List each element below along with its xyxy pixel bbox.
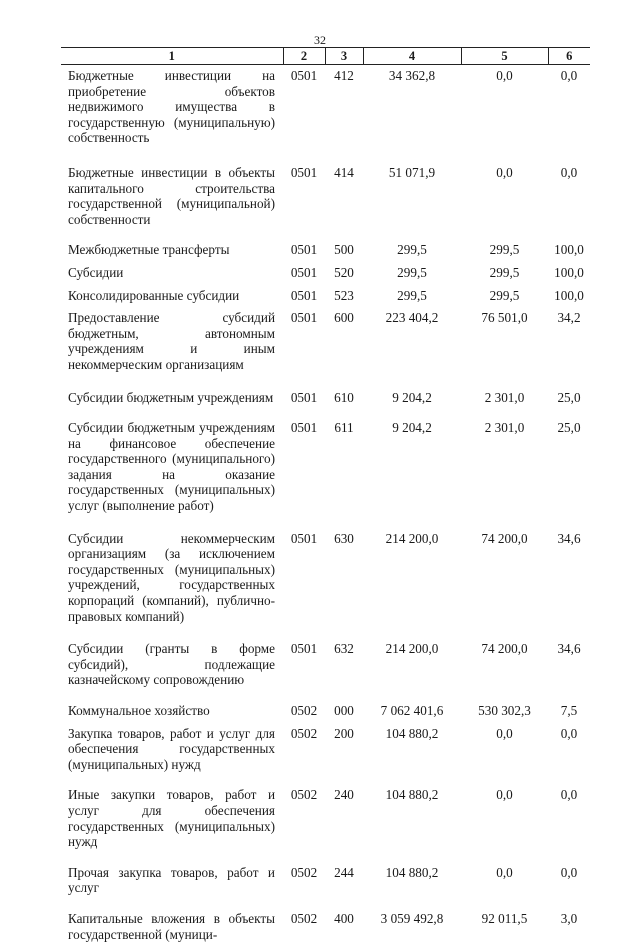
table-row [61,417,590,528]
row-expense-type-code: 200 [325,723,363,785]
row-approved-amount: 104 880,2 [363,784,461,861]
row-expense-type-code: 244 [325,862,363,908]
row-name: Коммунальное хозяйство [61,700,283,723]
row-section-code: 0501 [283,528,325,639]
row-approved-amount: 299,5 [363,262,461,285]
row-name: Капитальные вложения в объекты государственной (муници- [61,908,283,942]
row-name: Закупка товаров, работ и услуг для обеспечения государственных (муниципальных) нужд [61,723,283,785]
table-row [61,262,590,285]
row-execution-percent: 34,2 [548,307,590,386]
table-row [61,387,590,418]
row-expense-type-code: 414 [325,162,363,239]
row-section-code: 0501 [283,638,325,700]
row-approved-amount: 7 062 401,6 [363,700,461,723]
row-approved-amount: 299,5 [363,239,461,262]
row-expense-type-code: 400 [325,908,363,942]
table-row [61,723,590,785]
row-execution-percent: 7,5 [548,700,590,723]
table-row [61,528,590,639]
row-section-code: 0502 [283,862,325,908]
row-executed-amount: 299,5 [461,239,548,262]
row-name: Субсидии [61,262,283,285]
row-executed-amount: 0,0 [461,65,548,162]
table-row [61,65,590,162]
row-section-code: 0501 [283,162,325,239]
row-executed-amount: 92 011,5 [461,908,548,942]
header-col-1: 1 [61,48,283,65]
row-section-code: 0501 [283,417,325,528]
header-row [61,48,590,65]
header-col-6: 6 [548,48,590,65]
row-section-code: 0501 [283,262,325,285]
row-name: Бюджетные инвестиции в объекты капитального строительства государственной (муниципальной) собственности [61,162,283,239]
header-col-2: 2 [283,48,325,65]
row-executed-amount: 0,0 [461,784,548,861]
row-expense-type-code: 412 [325,65,363,162]
row-name: Консолидированные субсидии [61,285,283,308]
row-executed-amount: 299,5 [461,285,548,308]
row-executed-amount: 299,5 [461,262,548,285]
row-execution-percent: 34,6 [548,638,590,700]
row-execution-percent: 100,0 [548,285,590,308]
row-executed-amount: 530 302,3 [461,700,548,723]
row-execution-percent: 0,0 [548,162,590,239]
row-section-code: 0501 [283,65,325,162]
row-name: Бюджетные инвестиции на приобретение объектов недвижимого имущества в государственную (муниципальную) собственность [61,65,283,162]
row-execution-percent: 25,0 [548,417,590,528]
header-col-4: 4 [363,48,461,65]
row-execution-percent: 100,0 [548,262,590,285]
row-execution-percent: 34,6 [548,528,590,639]
row-name: Иные закупки товаров, работ и услуг для обеспечения государственных (муниципальных) нужд [61,784,283,861]
row-executed-amount: 0,0 [461,862,548,908]
row-executed-amount: 2 301,0 [461,417,548,528]
row-execution-percent: 3,0 [548,908,590,942]
row-executed-amount: 76 501,0 [461,307,548,386]
budget-table [61,47,590,942]
row-executed-amount: 0,0 [461,723,548,785]
row-name: Субсидии некоммерческим организациям (за исключением государственных (муниципальных) учреждений, государственных корпораций (компаний), публично-правовых компаний) [61,528,283,639]
row-approved-amount: 214 200,0 [363,638,461,700]
row-execution-percent: 100,0 [548,239,590,262]
row-approved-amount: 214 200,0 [363,528,461,639]
row-section-code: 0502 [283,784,325,861]
row-executed-amount: 74 200,0 [461,528,548,639]
row-expense-type-code: 240 [325,784,363,861]
row-executed-amount: 0,0 [461,162,548,239]
row-expense-type-code: 611 [325,417,363,528]
row-approved-amount: 34 362,8 [363,65,461,162]
row-expense-type-code: 523 [325,285,363,308]
row-execution-percent: 25,0 [548,387,590,418]
row-section-code: 0501 [283,239,325,262]
row-name: Прочая закупка товаров, работ и услуг [61,862,283,908]
header-col-5: 5 [461,48,548,65]
table-row [61,285,590,308]
row-execution-percent: 0,0 [548,862,590,908]
row-expense-type-code: 600 [325,307,363,386]
row-execution-percent: 0,0 [548,723,590,785]
row-executed-amount: 2 301,0 [461,387,548,418]
row-approved-amount: 104 880,2 [363,862,461,908]
table-row [61,908,590,942]
row-section-code: 0501 [283,307,325,386]
row-section-code: 0502 [283,908,325,942]
table-header [61,48,590,65]
row-section-code: 0502 [283,700,325,723]
row-approved-amount: 3 059 492,8 [363,908,461,942]
table-row [61,700,590,723]
table-row [61,862,590,908]
row-expense-type-code: 500 [325,239,363,262]
row-execution-percent: 0,0 [548,784,590,861]
row-name: Предоставление субсидий бюджетным, автономным учреждениям и иным некоммерческим организациям [61,307,283,386]
row-name: Субсидии бюджетным учреждениям [61,387,283,418]
table-row [61,784,590,861]
page-number: 32 [0,33,640,48]
row-executed-amount: 74 200,0 [461,638,548,700]
row-approved-amount: 299,5 [363,285,461,308]
row-expense-type-code: 610 [325,387,363,418]
row-expense-type-code: 632 [325,638,363,700]
row-expense-type-code: 630 [325,528,363,639]
row-expense-type-code: 000 [325,700,363,723]
table-row [61,307,590,386]
table-row [61,162,590,239]
table-row [61,638,590,700]
row-approved-amount: 223 404,2 [363,307,461,386]
row-section-code: 0502 [283,723,325,785]
table-row [61,239,590,262]
row-expense-type-code: 520 [325,262,363,285]
row-approved-amount: 9 204,2 [363,387,461,418]
row-name: Межбюджетные трансферты [61,239,283,262]
row-execution-percent: 0,0 [548,65,590,162]
row-approved-amount: 9 204,2 [363,417,461,528]
table-body [61,65,590,942]
row-approved-amount: 104 880,2 [363,723,461,785]
header-col-3: 3 [325,48,363,65]
row-approved-amount: 51 071,9 [363,162,461,239]
row-name: Субсидии (гранты в форме субсидий), подлежащие казначейскому сопровождению [61,638,283,700]
row-section-code: 0501 [283,387,325,418]
row-section-code: 0501 [283,285,325,308]
row-name: Субсидии бюджетным учреждениям на финансовое обеспечение государственного (муниципального) задания на оказание государственных (муниципальных) услуг (выполнение работ) [61,417,283,528]
